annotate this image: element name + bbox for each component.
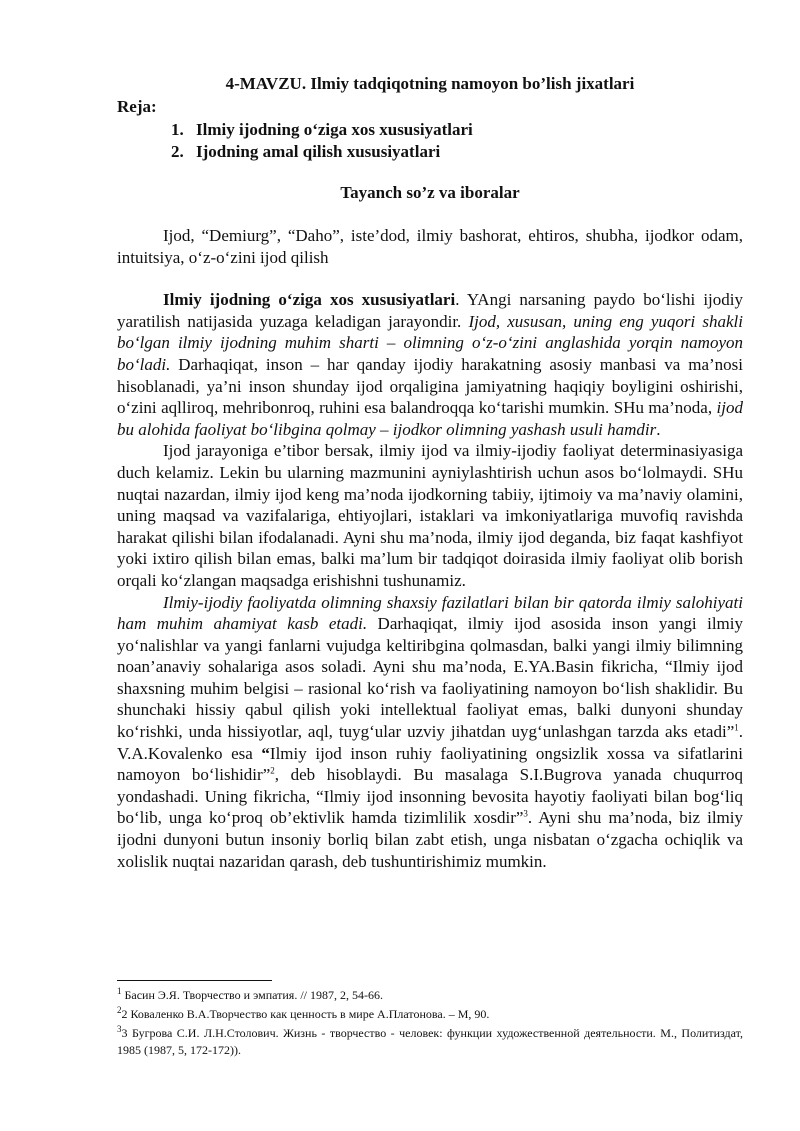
- footnote-mark: 3: [117, 1024, 122, 1034]
- footnote-mark: 2: [117, 1005, 122, 1015]
- footnote-ref[interactable]: 1: [734, 722, 739, 733]
- footnote-ref[interactable]: 3: [523, 808, 528, 819]
- plan-item-text: Ijodning amal qilish xususiyatlari: [196, 142, 441, 161]
- footnote-ref[interactable]: 2: [270, 765, 275, 776]
- footnote-separator: [117, 980, 272, 981]
- paragraph-3: Ilmiy-ijodiy faoliyatda olimning shaxsiy fazilatlari bilan bir qatorda ilmiy salohiyati ham muhim ahamiyat kasb etadi. Darhaqiqat, ilmiy ijod asosida inson yangi ilmiy yo‘nalishlar va yangi fanlarni vujudga keltiribgina qolmasdan, balki yangi ilmiy bilimning noan’anaviy sohalariga asos soladi. Ayni shu ma’noda, E.YA.Basin fikricha, “Ilmiy ijod shaxsning muhim belgisi – rasional ko‘rish va faoliyatining namoyon bo‘lish shaklidir. Bu shunchaki hissiy qabul qilish yoki intellektual faoliyat emas, balki dunyoni shunday ko‘rishki, unda hissiyotlar, aql, tuyg‘ular uzviy jihatdan uyg‘unlashgan tarzda aks etadi”$^1$. V.A.Kovalenko esa “Ilmiy ijod inson ruhiy faoliyatining ongsizlik xossa va sifatlarini namoyon bo‘lishidir”$^2$, deb hisoblaydi. Bu masalaga S.I.Bugrova yanada chuqurroq yondashadi. Uning fikricha, “Ilmiy ijod insonning bevosita hayotiy faoliyati bilan bog‘liq bo‘lib, unga ko‘proq ob’ektivlik hamda tizimlilik xosdir”$^3$. Ayni shu ma’noda, biz ilmiy ijodni dunyoni butun insoniy borliq bilan zabt etish, unga nisbatan o‘zgacha ochiqlik va xolislik nuqtai nazaridan qarash, deb tushuntirishimiz mumkin.: [117, 592, 743, 871]
- keywords-paragraph: Ijod, “Demiurg”, “Daho”, iste’dod, ilmiy bashorat, ehtiros, shubha, ijodkor odam, intuitsiya, o‘z-o‘zini ijod qilish: [117, 226, 743, 267]
- paragraph-2: Ijod jarayoniga e’tibor bersak, ilmiy ijod va ilmiy-ijodiy faoliyat determinasiyasiga duch kelamiz. Lekin bu ularning mazmunini ayniylashtirish uchun asos bo‘lolmaydi. SHu nuqtai nazardan, ilmiy ijod keng ma’noda ijodkorning tabiiy, ijtimoiy va ma’naviy olamini, uning maqsad va vazifalariga, ehtiyojlari, istaklari va imkoniyatlariga muvofiq ravishda harakat qilishi bilan ifodalanadi. Ayni shu ma’noda, ilmiy ijod deganda, biz faqat kashfiyot yoki ixtiro qilish bilan emas, balki ma’lum bir tadqiqot doirasida ilmiy faoliyat olib borish orqali ko‘zlangan maqsadga erishishni tushunamiz.: [117, 441, 743, 590]
- italic-emphasis: ijod bu alohida faoliyat bo‘libgina qolmay – ijodkor olimning yashash usuli hamdir: [117, 398, 743, 439]
- footnote: $^2$2 Коваленко В.А.Творчество как ценность в мире А.Платонова. – М, 90.: [117, 1005, 490, 1021]
- footnotes: [117, 980, 743, 1061]
- italic-emphasis: Ilmiy-ijodiy faoliyatda olimning shaxsiy fazilatlari bilan bir qatorda ilmiy salohiyati ham muhim ahamiyat kasb etadi.: [117, 592, 743, 634]
- page-title: 4-MAVZU. Ilmiy tadqiqotning namoyon bo’lish jixatlari: [225, 74, 635, 93]
- footnote: $^3$3 Бугрова С.И. Л.Н.Столович. Жизнь - творчество - человек: функции художественной деятельности. М., Политиздат, 1985 (1987, 5, 172-172)).: [117, 1024, 743, 1057]
- keywords-heading: Tayanch so’z va iboralar: [340, 183, 520, 202]
- plan-item-text: Ilmiy ijodning o‘ziga xos xususiyatlari: [196, 120, 473, 139]
- plan-item-number: 1.: [171, 120, 184, 139]
- paragraph-1: Ilmiy ijodning o‘ziga xos xususiyatlari. YAngi narsaning paydo bo‘lishi ijodiy yaratilish natijasida yuzaga keladigan jarayondir. Ijod, xususan, uning eng yuqori shakli bo‘lgan ilmiy ijodning muhim sharti – olimning o‘z-o‘zini anglashida yorqin namoyon bo‘ladi. Darhaqiqat, inson – har qanday ijodiy harakatning asosiy manbasi va ma’nosi hisoblanadi, ya’ni inson shunday ijod orqaligina jamiyatning haqiqiy boyligini oshirishi, o‘zini aqlliroq, mehribonroq, ruhini esa balandroqqa ko‘tarishi mumkin. SHu ma’noda, ijod bu alohida faoliyat bo‘libgina qolmay – ijodkor olimning yashash usuli hamdir.: [117, 290, 743, 439]
- section-lead: Ilmiy ijodning o‘ziga xos xususiyatlari: [163, 290, 456, 310]
- plan-list: [117, 119, 743, 163]
- plan-item: [117, 119, 743, 141]
- plan-item: [117, 141, 743, 163]
- document-page: [117, 72, 743, 872]
- plan-label: Reja:: [117, 97, 157, 116]
- footnote-mark: 1: [117, 986, 122, 996]
- italic-emphasis: Ijod, xususan, uning eng yuqori shakli bo‘lgan ilmiy ijodning muhim sharti – olimning o‘z-o‘zini anglashida yorqin namoyon bo‘ladi.: [117, 311, 743, 374]
- plan-item-number: 2.: [171, 142, 184, 161]
- footnote: $^1$ Басин Э.Я. Творчество и эмпатия. // 1987, 2, 54-66.: [117, 986, 383, 1002]
